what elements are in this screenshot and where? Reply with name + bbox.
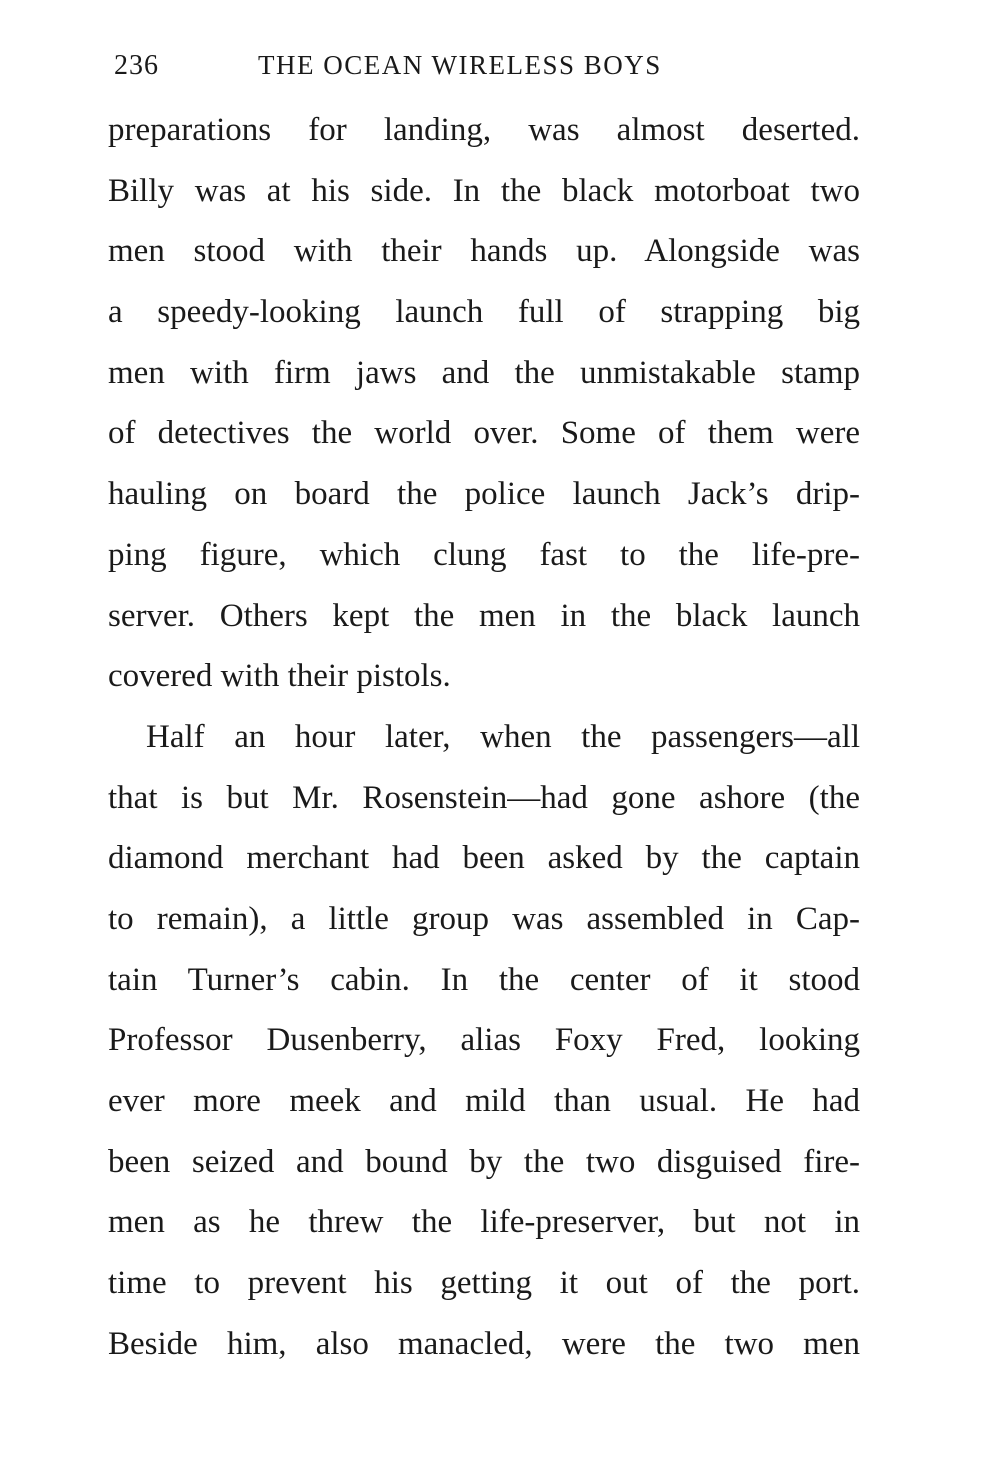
text-line: ping figure, which clung fast to the life-pre-	[108, 536, 860, 573]
text-line: that is but Mr. Rosenstein—had gone ashore (the	[108, 779, 860, 816]
text-line: Professor Dusenberry, alias Foxy Fred, looking	[108, 1022, 860, 1059]
text-line: been seized and bound by the two disguised fire-	[108, 1143, 860, 1180]
text-line: time to prevent his getting it out of the port.	[108, 1265, 860, 1302]
text-line: hauling on board the police launch Jack’s drip-	[108, 476, 860, 513]
text-line: men with firm jaws and the unmistakable stamp	[108, 354, 860, 391]
page-number: 236	[114, 50, 159, 81]
text-line: Billy was at his side. In the black motorboat two	[108, 172, 860, 209]
text-line: Beside him, also manacled, were the two men	[108, 1325, 860, 1362]
book-title: THE OCEAN WIRELESS BOYS	[258, 50, 662, 80]
text-line: of detectives the world over. Some of them were	[108, 415, 860, 452]
text-line: men as he threw the life-preserver, but not in	[108, 1204, 860, 1241]
paragraph-2	[108, 707, 860, 1375]
text-line: covered with their pistols.	[108, 658, 451, 695]
text-line: server. Others kept the men in the black launch	[108, 597, 860, 634]
paragraph-1	[108, 100, 860, 707]
body-text	[108, 100, 860, 1374]
text-line: ever more meek and mild than usual. He had	[108, 1083, 860, 1119]
text-line: tain Turner’s cabin. In the center of it stood	[108, 961, 860, 998]
text-line: men stood with their hands up. Alongside was	[108, 233, 860, 270]
text-line: a speedy-looking launch full of strapping big	[108, 294, 860, 331]
running-head	[114, 50, 874, 90]
text-line: diamond merchant had been asked by the captain	[108, 840, 860, 877]
text-line: to remain), a little group was assembled in Cap-	[108, 900, 860, 937]
text-line: preparations for landing, was almost deserted.	[108, 112, 860, 148]
text-line: Half an hour later, when the passengers—all	[146, 718, 860, 755]
